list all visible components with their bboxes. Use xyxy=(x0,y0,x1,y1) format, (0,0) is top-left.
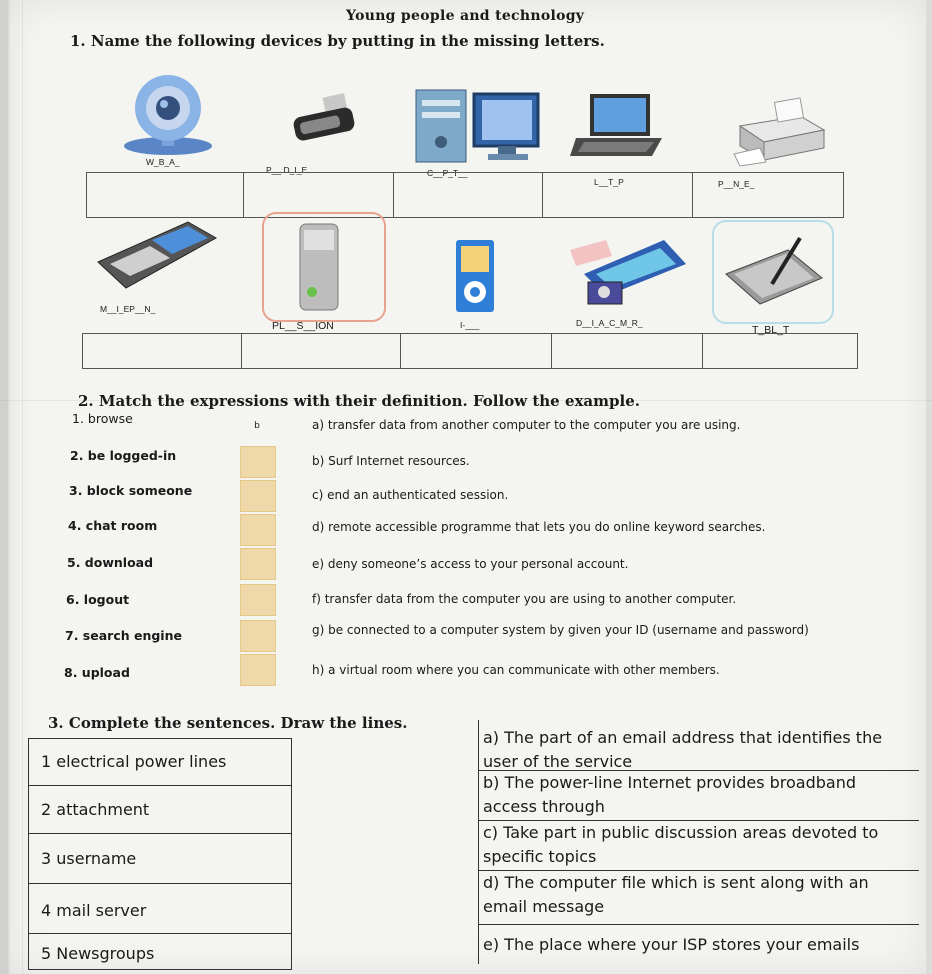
device-hint: P__N_E_ xyxy=(718,179,755,189)
device-hint: M__I_EP__N_ xyxy=(100,304,156,314)
sentence-end-line: user of the service xyxy=(483,752,633,771)
match-definition: d) remote accessible programme that lets you do online keyword searches. xyxy=(312,520,766,534)
match-definition: h) a virtual room where you can communicate with other members. xyxy=(312,663,720,677)
match-definition: f) transfer data from the computer you are using to another computer. xyxy=(312,592,737,606)
match-term: 3. block someone xyxy=(69,483,193,498)
device-hint: I-___ xyxy=(460,320,480,330)
match-term: 5. download xyxy=(67,555,154,570)
example-answer: b xyxy=(254,421,260,431)
sentence-ends-table xyxy=(478,720,919,964)
answer-box[interactable] xyxy=(240,620,276,652)
sentence-end[interactable] xyxy=(479,924,919,964)
match-definition: b) Surf Internet resources. xyxy=(312,454,470,468)
sentence-start[interactable]: 3 username xyxy=(29,833,291,883)
answer-cell[interactable] xyxy=(703,334,857,368)
device-hint: T_BL_T xyxy=(752,324,790,336)
section3-heading: 3. Complete the sentences. Draw the lines. xyxy=(48,714,408,732)
sentence-starts-table xyxy=(28,738,292,970)
sentence-end-line: email message xyxy=(483,897,605,916)
match-definition: c) end an authenticated session. xyxy=(312,488,509,502)
match-term: 4. chat room xyxy=(68,518,158,533)
device-hint: W_B_A_ xyxy=(146,157,180,167)
answer-box[interactable] xyxy=(240,548,276,580)
answer-cell[interactable] xyxy=(83,334,242,368)
device-hint: C__P_T__ xyxy=(427,168,468,178)
mobile-phone-icon xyxy=(92,216,222,296)
device-hint: D__I_A_C_M_R_ xyxy=(576,318,643,328)
answer-box[interactable] xyxy=(240,584,276,616)
match-term: 6. logout xyxy=(66,592,130,607)
sentence-end[interactable] xyxy=(479,820,919,872)
match-term: 1. browse xyxy=(72,411,133,426)
answer-box[interactable] xyxy=(240,654,276,686)
sentence-start[interactable]: 5 Newsgroups xyxy=(29,933,291,969)
answer-row-1 xyxy=(86,172,844,218)
game-console-icon xyxy=(290,218,350,314)
computer-icon xyxy=(408,86,548,166)
section2-heading: 2. Match the expressions with their definition. Follow the example. xyxy=(78,392,640,410)
match-term: 2. be logged-in xyxy=(70,448,177,463)
match-term: 7. search engine xyxy=(65,628,182,643)
usb-drive-icon xyxy=(284,92,364,148)
match-definition: g) be connected to a computer system by given your ID (username and password) xyxy=(312,623,809,637)
webcam-icon xyxy=(118,72,218,158)
sentence-start[interactable]: 1 electrical power lines xyxy=(41,752,227,771)
answer-cell[interactable] xyxy=(87,173,244,217)
sentence-end-line: e) The place where your ISP stores your emails xyxy=(483,935,860,954)
sentence-end[interactable] xyxy=(479,770,919,822)
printer-icon xyxy=(730,96,830,168)
answer-cell[interactable] xyxy=(543,173,694,217)
device-hint: P__ D_I_E xyxy=(266,165,308,175)
answer-box[interactable] xyxy=(240,480,276,512)
sentence-end-line: access through xyxy=(483,797,605,816)
sentence-end-line: a) The part of an email address that identifies the xyxy=(483,728,883,747)
answer-cell[interactable] xyxy=(394,173,543,217)
laptop-icon xyxy=(566,90,666,162)
match-definition: a) transfer data from another computer to the computer you are using. xyxy=(312,418,741,432)
answer-box[interactable] xyxy=(240,514,276,546)
sentence-start[interactable]: 2 attachment xyxy=(29,785,291,833)
device-hint: L__T_P xyxy=(594,177,624,187)
sentence-end-line: b) The power-line Internet provides broadband xyxy=(483,773,857,792)
sentence-end[interactable] xyxy=(479,870,919,922)
mp3-player-icon xyxy=(452,238,498,314)
sentence-end-line: c) Take part in public discussion areas devoted to xyxy=(483,823,879,842)
answer-cell[interactable] xyxy=(552,334,703,368)
answer-cell[interactable] xyxy=(693,173,843,217)
worksheet-title: Young people and technology xyxy=(346,8,585,24)
tablet-icon xyxy=(718,228,826,316)
digital-camera-icon xyxy=(566,230,690,314)
sentence-start[interactable]: 4 mail server xyxy=(29,883,291,933)
answer-cell[interactable] xyxy=(244,173,395,217)
answer-cell[interactable] xyxy=(242,334,401,368)
sentence-end-line: d) The computer file which is sent along with an xyxy=(483,873,869,892)
match-definition: e) deny someone’s access to your personal account. xyxy=(312,557,629,571)
device-hint: PL__S__ION xyxy=(272,320,334,332)
answer-cell[interactable] xyxy=(401,334,552,368)
sentence-end-line: specific topics xyxy=(483,847,597,866)
match-term: 8. upload xyxy=(64,665,130,680)
answer-row-2 xyxy=(82,333,858,369)
answer-box[interactable] xyxy=(240,446,276,478)
section1-heading: 1. Name the following devices by putting in the missing letters. xyxy=(70,32,605,50)
